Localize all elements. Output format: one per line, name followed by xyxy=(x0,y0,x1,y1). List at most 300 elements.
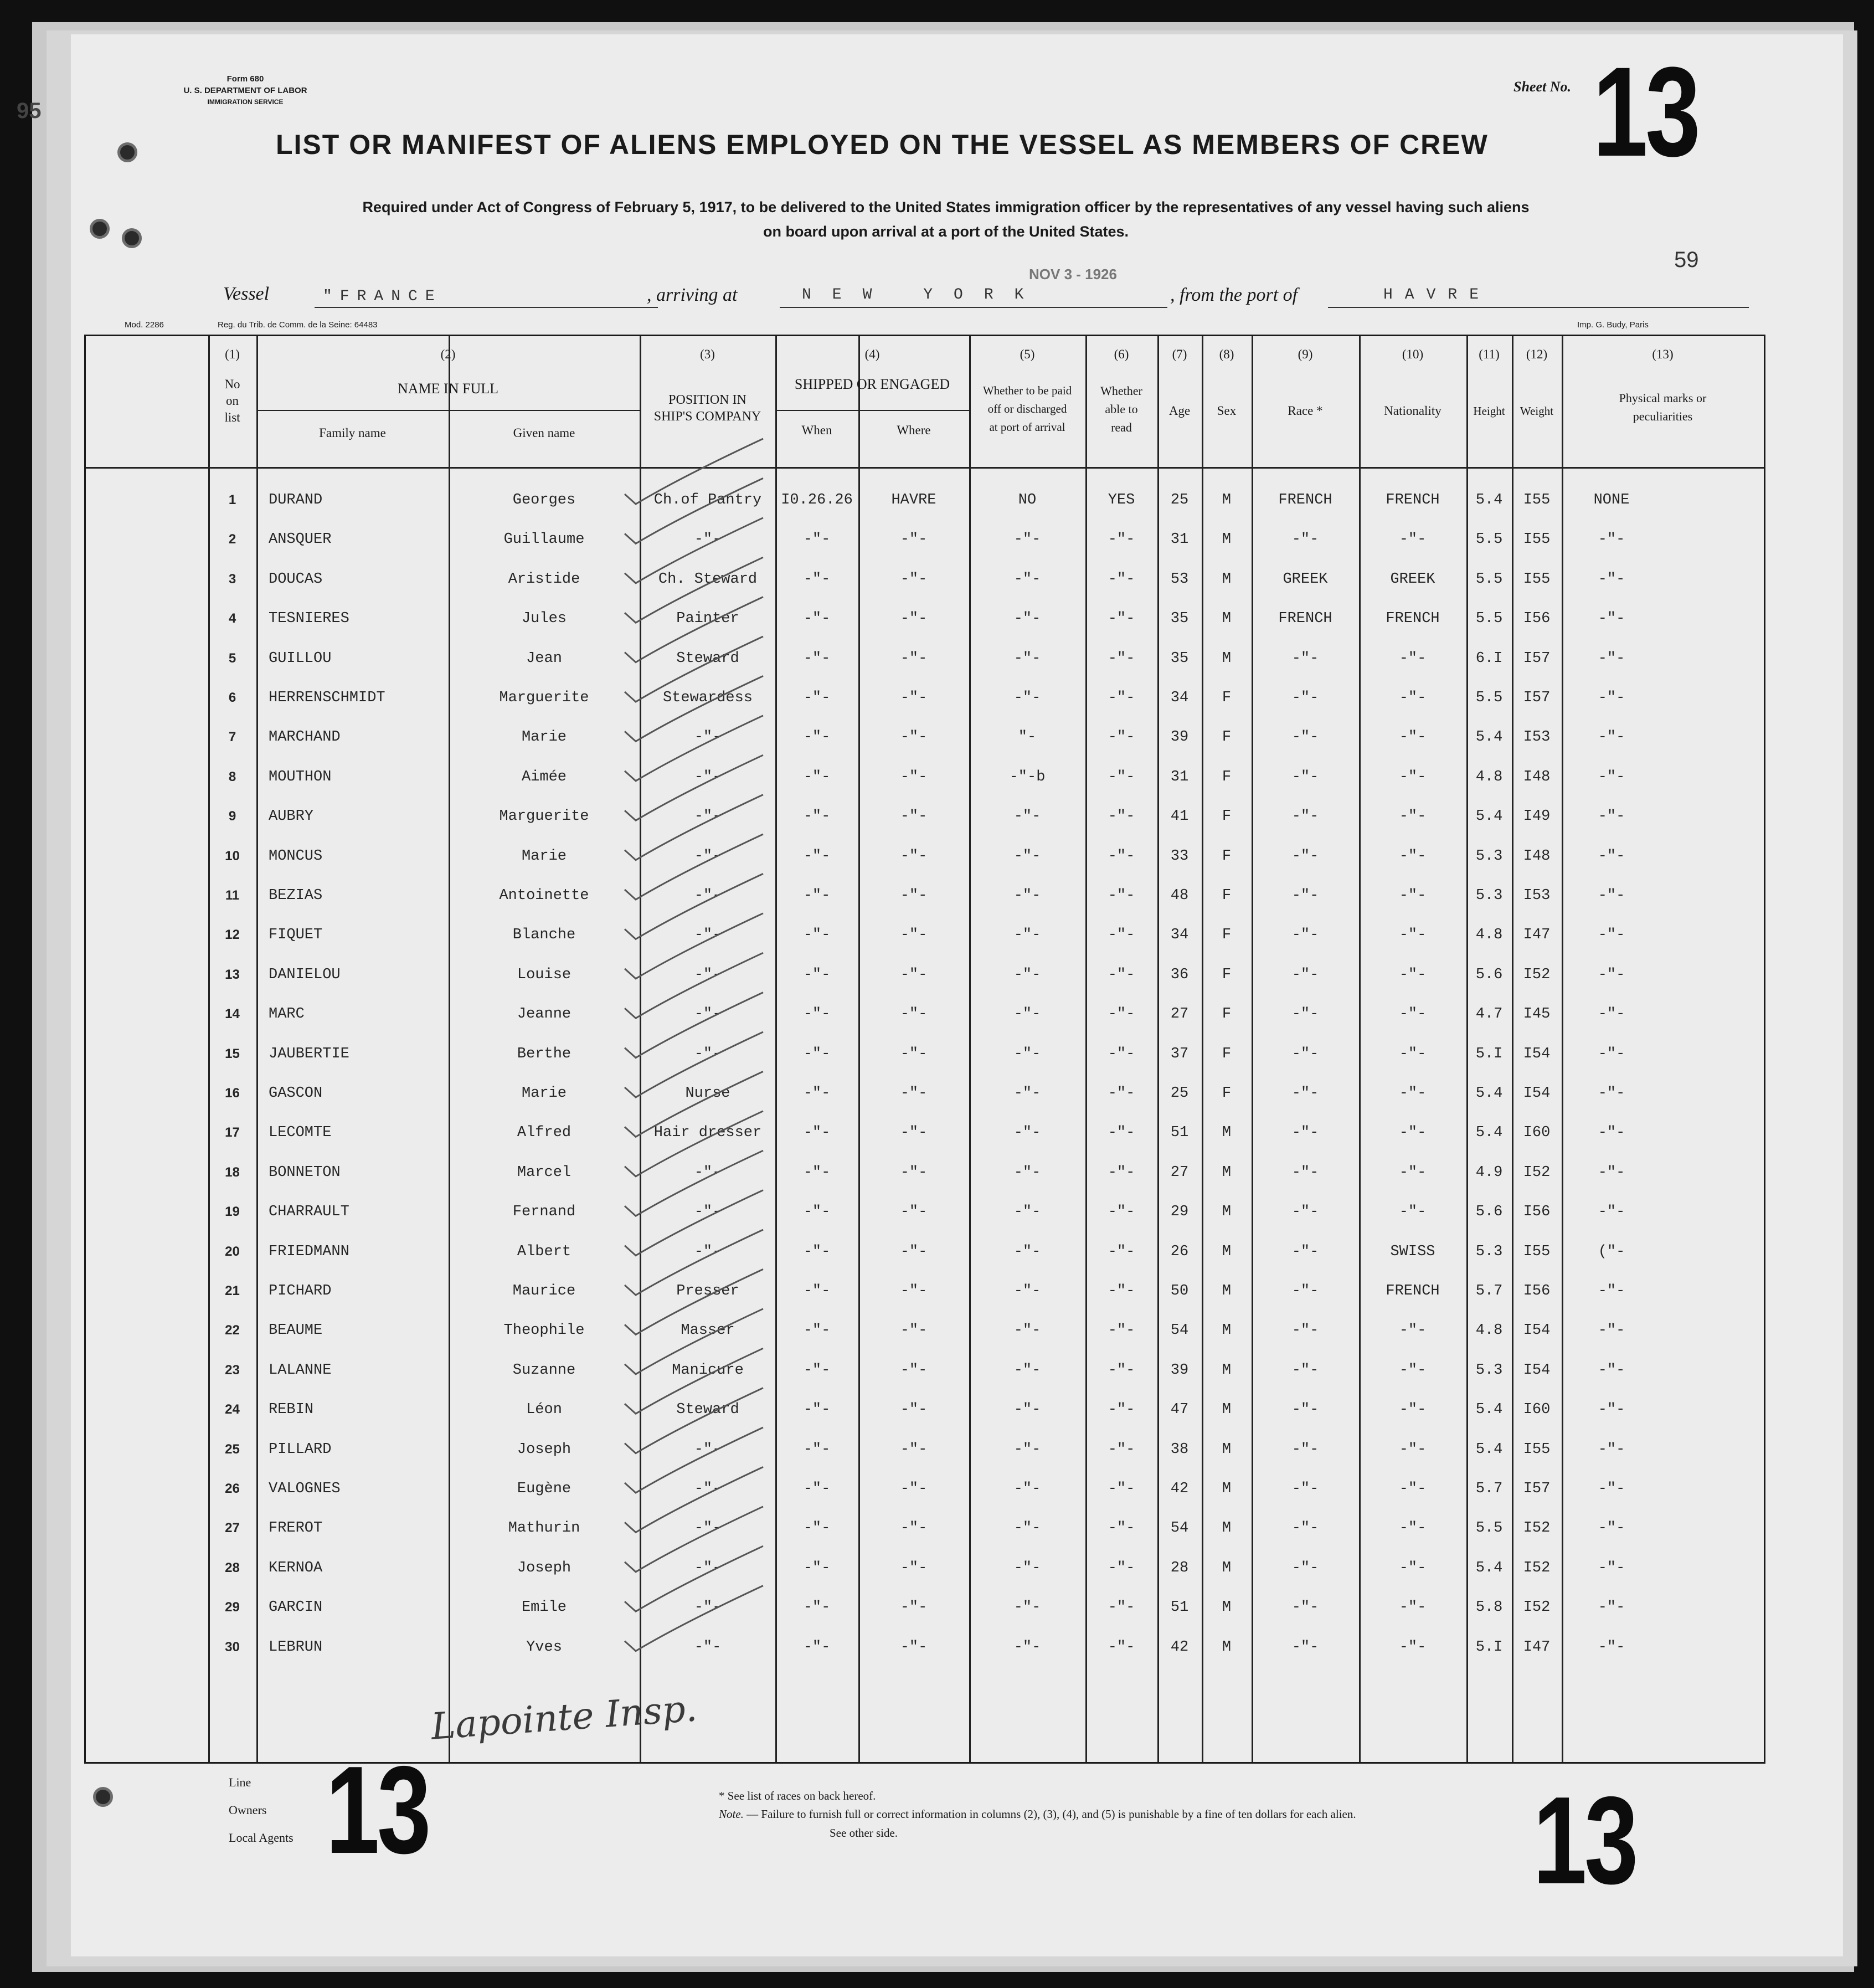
cell-position: -"- xyxy=(694,927,722,944)
cell-family: BEZIAS xyxy=(269,887,323,904)
cell-given: Aimée xyxy=(521,768,567,785)
side-page-number: 95 xyxy=(17,99,42,123)
table-row xyxy=(86,520,1764,559)
cell-weight: I47 xyxy=(1523,927,1551,944)
cell-marks: -"- xyxy=(1598,808,1625,825)
cell-sex: M xyxy=(1222,1441,1232,1458)
col-1-header: No on list xyxy=(224,377,240,424)
col-10-header: Nationality xyxy=(1384,404,1441,418)
cell-family: HERRENSCHMIDT xyxy=(269,690,385,706)
cell-age: 38 xyxy=(1170,1441,1189,1458)
cell-paid: -"- xyxy=(1013,1243,1041,1260)
cell-height: 5.7 xyxy=(1475,1283,1503,1299)
col-10-number: (10) xyxy=(1402,347,1424,361)
cell-paid: -"-b xyxy=(1009,768,1046,785)
cell-nationality: FRENCH xyxy=(1386,492,1440,508)
cell-marks: -"- xyxy=(1598,1045,1625,1062)
cell-weight: I60 xyxy=(1523,1401,1551,1419)
cell-family: REBIN xyxy=(269,1401,314,1419)
cell-age: 42 xyxy=(1170,1481,1189,1497)
cell-nationality: -"- xyxy=(1399,1638,1427,1656)
col-2-number: (2) xyxy=(440,347,456,361)
cell-where: HAVRE xyxy=(891,492,936,508)
cell-read: -"- xyxy=(1108,1006,1135,1023)
cell-age: 51 xyxy=(1170,1599,1189,1616)
cell-when: -"- xyxy=(803,650,831,667)
cell-when: -"- xyxy=(803,729,831,746)
cell-when: -"- xyxy=(803,768,831,785)
table-row xyxy=(86,599,1764,639)
sheet-label: Sheet No. xyxy=(1513,79,1571,95)
cell-marks: -"- xyxy=(1598,847,1625,865)
cell-no: 14 xyxy=(225,1006,240,1022)
table-row xyxy=(86,559,1764,599)
table-row xyxy=(86,1192,1764,1232)
cell-no: 8 xyxy=(228,769,236,784)
cell-when: -"- xyxy=(803,1204,831,1221)
cell-race: -"- xyxy=(1291,1638,1319,1656)
cell-age: 36 xyxy=(1170,966,1189,983)
cell-read: YES xyxy=(1108,492,1135,508)
cell-no: 9 xyxy=(228,809,236,824)
cell-race: -"- xyxy=(1291,1006,1319,1023)
cell-marks: -"- xyxy=(1598,650,1625,667)
cell-height: 5.4 xyxy=(1475,1559,1503,1576)
table-row xyxy=(86,1390,1764,1430)
cell-read: -"- xyxy=(1108,1243,1135,1260)
col-8-header: Sex xyxy=(1217,404,1237,418)
cell-given: Alfred xyxy=(517,1124,572,1142)
cell-when: -"- xyxy=(803,690,831,706)
cell-weight: I47 xyxy=(1523,1638,1551,1656)
cell-family: VALOGNES xyxy=(269,1481,341,1497)
cell-race: -"- xyxy=(1291,729,1319,746)
cell-age: 39 xyxy=(1170,1362,1189,1379)
cell-race: -"- xyxy=(1291,847,1319,865)
cell-where: -"- xyxy=(900,1006,928,1023)
cell-marks: NONE xyxy=(1593,492,1630,508)
cell-when: -"- xyxy=(803,1362,831,1379)
col-11-header: Height xyxy=(1473,404,1505,418)
cell-read: -"- xyxy=(1108,729,1135,746)
cell-read: -"- xyxy=(1108,1045,1135,1062)
manifest-sheet xyxy=(71,34,1843,1956)
cell-nationality: -"- xyxy=(1399,847,1427,865)
cell-where: -"- xyxy=(900,531,928,548)
cell-paid: -"- xyxy=(1013,1085,1041,1102)
cell-height: 4.7 xyxy=(1475,1006,1503,1023)
cell-weight: I48 xyxy=(1523,768,1551,785)
cell-weight: I60 xyxy=(1523,1124,1551,1142)
cell-when: -"- xyxy=(803,1481,831,1497)
table-row xyxy=(86,717,1764,757)
cell-when: -"- xyxy=(803,1401,831,1419)
cell-nationality: -"- xyxy=(1399,531,1427,548)
cell-family: LEBRUN xyxy=(269,1638,323,1656)
form-number: Form 680 xyxy=(226,74,264,84)
cell-marks: ("- xyxy=(1598,1243,1625,1260)
cell-paid: -"- xyxy=(1013,1362,1041,1379)
cell-read: -"- xyxy=(1108,531,1135,548)
cell-family: DURAND xyxy=(269,492,323,508)
cell-no: 5 xyxy=(228,650,236,666)
cell-marks: -"- xyxy=(1598,1559,1625,1576)
cell-no: 1 xyxy=(228,492,236,507)
table-row xyxy=(86,994,1764,1034)
cell-height: 5.4 xyxy=(1475,1124,1503,1142)
table-row xyxy=(86,1073,1764,1113)
cell-age: 35 xyxy=(1170,610,1189,628)
cell-age: 50 xyxy=(1170,1283,1189,1299)
cell-given: Eugène xyxy=(517,1481,572,1497)
cell-marks: -"- xyxy=(1598,1322,1625,1339)
requirement-line-2: on board upon arrival at a port of the United States. xyxy=(763,223,1129,240)
cell-paid: -"- xyxy=(1013,927,1041,944)
col-6-header: Whether able to read xyxy=(1100,384,1142,434)
cell-weight: I57 xyxy=(1523,1481,1551,1497)
cell-read: -"- xyxy=(1108,1559,1135,1576)
footer-see-other-side: See other side. xyxy=(830,1826,898,1840)
cell-when: -"- xyxy=(803,1243,831,1260)
cell-read: -"- xyxy=(1108,1441,1135,1458)
cell-height: 5.I xyxy=(1475,1638,1503,1656)
cell-paid: -"- xyxy=(1013,1006,1041,1023)
cell-nationality: -"- xyxy=(1399,1204,1427,1221)
cell-no: 25 xyxy=(225,1441,240,1457)
cell-race: -"- xyxy=(1291,1362,1319,1379)
table-row xyxy=(86,1232,1764,1272)
cell-where: -"- xyxy=(900,650,928,667)
cell-when: -"- xyxy=(803,571,831,588)
punch-hole xyxy=(93,1787,113,1807)
cell-sex: M xyxy=(1222,1322,1232,1339)
punch-hole xyxy=(117,142,137,162)
cell-where: -"- xyxy=(900,1124,928,1142)
cell-paid: -"- xyxy=(1013,1322,1041,1339)
cell-position: -"- xyxy=(694,808,722,825)
cell-race: -"- xyxy=(1291,1599,1319,1616)
cell-age: 51 xyxy=(1170,1124,1189,1142)
cell-weight: I55 xyxy=(1523,492,1551,508)
cell-weight: I57 xyxy=(1523,650,1551,667)
cell-position: -"- xyxy=(694,1243,722,1260)
footer-local-agents-label: Local Agents xyxy=(229,1831,294,1845)
cell-weight: I55 xyxy=(1523,1441,1551,1458)
cell-marks: -"- xyxy=(1598,1362,1625,1379)
cell-weight: I45 xyxy=(1523,1006,1551,1023)
cell-read: -"- xyxy=(1108,1164,1135,1181)
cell-nationality: -"- xyxy=(1399,729,1427,746)
cell-age: 42 xyxy=(1170,1638,1189,1656)
cell-family: DANIELOU xyxy=(269,966,341,983)
cell-read: -"- xyxy=(1108,650,1135,667)
cell-height: 5.3 xyxy=(1475,1243,1503,1260)
cell-read: -"- xyxy=(1108,1322,1135,1339)
cell-where: -"- xyxy=(900,729,928,746)
cell-sex: F xyxy=(1222,966,1232,983)
cell-nationality: -"- xyxy=(1399,887,1427,904)
col-7-number: (7) xyxy=(1172,347,1187,361)
cell-position: Hair dresser xyxy=(653,1124,762,1142)
cell-given: Blanche xyxy=(512,927,576,944)
cell-position: -"- xyxy=(694,1638,722,1656)
cell-height: 5.6 xyxy=(1475,1204,1503,1221)
form-header xyxy=(157,73,334,108)
col-8-number: (8) xyxy=(1219,347,1234,361)
cell-given: Maurice xyxy=(512,1283,576,1299)
cell-given: Marie xyxy=(521,847,567,865)
cell-when: -"- xyxy=(803,927,831,944)
cell-paid: -"- xyxy=(1013,1559,1041,1576)
cell-sex: F xyxy=(1222,847,1232,865)
col-2-family-header: Family name xyxy=(319,426,386,440)
cell-nationality: -"- xyxy=(1399,1401,1427,1419)
cell-sex: M xyxy=(1222,1243,1232,1260)
cell-family: GUILLOU xyxy=(269,650,332,667)
cell-nationality: -"- xyxy=(1399,1006,1427,1023)
cell-weight: I55 xyxy=(1523,1243,1551,1260)
from-port: HAVRE xyxy=(1383,286,1491,304)
cell-marks: -"- xyxy=(1598,1164,1625,1181)
cell-when: I0.26.26 xyxy=(781,492,853,508)
cell-race: -"- xyxy=(1291,1559,1319,1576)
inspector-signature: Lapointe Insp. xyxy=(429,1687,699,1748)
cell-age: 33 xyxy=(1170,847,1189,865)
cell-paid: -"- xyxy=(1013,887,1041,904)
cell-nationality: -"- xyxy=(1399,690,1427,706)
cell-position: -"- xyxy=(694,531,722,548)
col-4-number: (4) xyxy=(864,347,880,361)
cell-paid: -"- xyxy=(1013,571,1041,588)
sheet-number: 13 xyxy=(1593,40,1698,183)
cell-read: -"- xyxy=(1108,927,1135,944)
cell-sex: M xyxy=(1222,1283,1232,1299)
cell-nationality: -"- xyxy=(1399,1164,1427,1181)
cell-sex: M xyxy=(1222,1124,1232,1142)
cell-height: 5.8 xyxy=(1475,1599,1503,1616)
cell-paid: -"- xyxy=(1013,1441,1041,1458)
cell-race: -"- xyxy=(1291,1401,1319,1419)
cell-paid: -"- xyxy=(1013,531,1041,548)
col-1-number: (1) xyxy=(225,347,240,361)
cell-read: -"- xyxy=(1108,610,1135,628)
cell-family: FRIEDMANN xyxy=(269,1243,349,1260)
cell-height: 4.9 xyxy=(1475,1164,1503,1181)
cell-sex: F xyxy=(1222,1006,1232,1023)
footer-right-sheet-number: 13 xyxy=(1533,1770,1636,1910)
cell-family: BEAUME xyxy=(269,1322,323,1339)
table-row xyxy=(86,1113,1764,1153)
cell-nationality: -"- xyxy=(1399,768,1427,785)
cell-given: Theophile xyxy=(503,1322,585,1339)
col-4-header: SHIPPED OR ENGAGED xyxy=(794,376,950,392)
cell-marks: -"- xyxy=(1598,1401,1625,1419)
cell-nationality: -"- xyxy=(1399,1520,1427,1537)
arriving-port: NEW YORK xyxy=(802,286,1045,304)
table-row xyxy=(86,955,1764,995)
cell-when: -"- xyxy=(803,1520,831,1537)
cell-position: Manicure xyxy=(672,1362,744,1379)
service-name: IMMIGRATION SERVICE xyxy=(207,98,284,106)
cell-position: -"- xyxy=(694,1520,722,1537)
cell-age: 34 xyxy=(1170,690,1189,706)
cell-no: 10 xyxy=(225,848,240,864)
cell-sex: F xyxy=(1222,927,1232,944)
cell-given: Marie xyxy=(521,1085,567,1102)
cell-age: 25 xyxy=(1170,492,1189,508)
cell-no: 4 xyxy=(228,611,236,626)
cell-family: GASCON xyxy=(269,1085,323,1102)
cell-when: -"- xyxy=(803,1638,831,1656)
cell-weight: I56 xyxy=(1523,1204,1551,1221)
cell-no: 18 xyxy=(225,1164,240,1180)
cell-height: 5.4 xyxy=(1475,1441,1503,1458)
cell-weight: I53 xyxy=(1523,729,1551,746)
cell-weight: I55 xyxy=(1523,531,1551,548)
note-text: — Failure to furnish full or correct information in columns (2), (3), (4), and (5) is punishable by a fine of ten dollars for each alien. xyxy=(746,1807,1356,1821)
col-2-header: NAME IN FULL xyxy=(398,381,498,397)
cell-family: PILLARD xyxy=(269,1441,332,1458)
cell-where: -"- xyxy=(900,1283,928,1299)
cell-weight: I57 xyxy=(1523,690,1551,706)
arriving-underline xyxy=(780,307,1167,308)
cell-family: ANSQUER xyxy=(269,531,332,548)
cell-no: 24 xyxy=(225,1402,240,1417)
table-row xyxy=(86,1430,1764,1470)
page-title: LIST OR MANIFEST OF ALIENS EMPLOYED ON THE VESSEL AS MEMBERS OF CREW xyxy=(276,129,1489,160)
cell-sex: F xyxy=(1222,887,1232,904)
cell-race: -"- xyxy=(1291,1441,1319,1458)
from-port-label: , from the port of xyxy=(1170,285,1298,305)
cell-sex: M xyxy=(1222,571,1232,588)
cell-when: -"- xyxy=(803,531,831,548)
cell-paid: -"- xyxy=(1013,610,1041,628)
cell-family: MARCHAND xyxy=(269,729,341,746)
cell-marks: -"- xyxy=(1598,571,1625,588)
cell-no: 21 xyxy=(225,1283,240,1298)
cell-read: -"- xyxy=(1108,1204,1135,1221)
punch-hole xyxy=(90,219,110,239)
cell-position: Masser xyxy=(681,1322,735,1339)
cell-nationality: FRENCH xyxy=(1386,610,1440,628)
cell-where: -"- xyxy=(900,768,928,785)
cell-paid: -"- xyxy=(1013,1283,1041,1299)
cell-height: 5.5 xyxy=(1475,1520,1503,1537)
cell-age: 28 xyxy=(1170,1559,1189,1576)
table-row xyxy=(86,757,1764,797)
cell-paid: -"- xyxy=(1013,966,1041,983)
cell-read: -"- xyxy=(1108,1638,1135,1656)
cell-height: 5.4 xyxy=(1475,808,1503,825)
cell-position: Ch.of Pantry xyxy=(653,492,762,508)
cell-sex: M xyxy=(1222,610,1232,628)
cell-nationality: -"- xyxy=(1399,1441,1427,1458)
cell-when: -"- xyxy=(803,966,831,983)
cell-race: -"- xyxy=(1291,1322,1319,1339)
cell-when: -"- xyxy=(803,1124,831,1142)
cell-given: Emile xyxy=(521,1599,567,1616)
cell-weight: I53 xyxy=(1523,887,1551,904)
col-11-number: (11) xyxy=(1479,347,1500,361)
cell-where: -"- xyxy=(900,1401,928,1419)
cell-no: 23 xyxy=(225,1362,240,1378)
cell-marks: -"- xyxy=(1598,610,1625,628)
cell-age: 31 xyxy=(1170,768,1189,785)
cell-family: AUBRY xyxy=(269,808,314,825)
cell-read: -"- xyxy=(1108,1124,1135,1142)
cell-read: -"- xyxy=(1108,768,1135,785)
cell-read: -"- xyxy=(1108,808,1135,825)
cell-position: -"- xyxy=(694,1599,722,1616)
cell-paid: "- xyxy=(1018,729,1037,746)
cell-marks: -"- xyxy=(1598,1006,1625,1023)
cell-sex: M xyxy=(1222,1599,1232,1616)
cell-race: FRENCH xyxy=(1278,610,1332,628)
cell-position: -"- xyxy=(694,1204,722,1221)
cell-where: -"- xyxy=(900,1520,928,1537)
cell-race: -"- xyxy=(1291,1481,1319,1497)
cell-marks: -"- xyxy=(1598,1599,1625,1616)
header-rule xyxy=(256,410,640,411)
cell-race: GREEK xyxy=(1283,571,1328,588)
cell-no: 29 xyxy=(225,1600,240,1615)
cell-no: 2 xyxy=(228,532,236,547)
cell-position: -"- xyxy=(694,1441,722,1458)
cell-nationality: SWISS xyxy=(1390,1243,1435,1260)
cell-no: 13 xyxy=(225,967,240,982)
cell-given: Marie xyxy=(521,729,567,746)
cell-position: -"- xyxy=(694,966,722,983)
cell-nationality: -"- xyxy=(1399,650,1427,667)
cell-family: TESNIERES xyxy=(269,610,349,628)
cell-marks: -"- xyxy=(1598,1638,1625,1656)
cell-height: 4.8 xyxy=(1475,1322,1503,1339)
cell-height: 6.I xyxy=(1475,650,1503,667)
cell-nationality: GREEK xyxy=(1390,571,1435,588)
cell-position: -"- xyxy=(694,1045,722,1062)
cell-height: 5.4 xyxy=(1475,729,1503,746)
col-4-when-header: When xyxy=(801,423,832,437)
cell-given: Jules xyxy=(521,610,567,628)
cell-where: -"- xyxy=(900,1322,928,1339)
cell-paid: -"- xyxy=(1013,847,1041,865)
table-row xyxy=(86,1627,1764,1667)
cell-no: 3 xyxy=(228,571,236,587)
cell-position: -"- xyxy=(694,1164,722,1181)
cell-weight: I54 xyxy=(1523,1362,1551,1379)
cell-given: Marguerite xyxy=(499,690,589,706)
cell-when: -"- xyxy=(803,1322,831,1339)
cell-read: -"- xyxy=(1108,1481,1135,1497)
cell-age: 37 xyxy=(1170,1045,1189,1062)
cell-sex: M xyxy=(1222,1520,1232,1537)
cell-race: -"- xyxy=(1291,1164,1319,1181)
cell-family: CHARRAULT xyxy=(269,1204,349,1221)
cell-position: -"- xyxy=(694,768,722,785)
cell-read: -"- xyxy=(1108,571,1135,588)
cell-where: -"- xyxy=(900,690,928,706)
cell-race: -"- xyxy=(1291,531,1319,548)
cell-no: 30 xyxy=(225,1639,240,1655)
table-row xyxy=(86,1034,1764,1074)
cell-family: FIQUET xyxy=(269,927,323,944)
cell-where: -"- xyxy=(900,1638,928,1656)
cell-where: -"- xyxy=(900,1204,928,1221)
cell-family: MARC xyxy=(269,1006,305,1023)
cell-sex: M xyxy=(1222,650,1232,667)
cell-race: -"- xyxy=(1291,1045,1319,1062)
cell-when: -"- xyxy=(803,1164,831,1181)
